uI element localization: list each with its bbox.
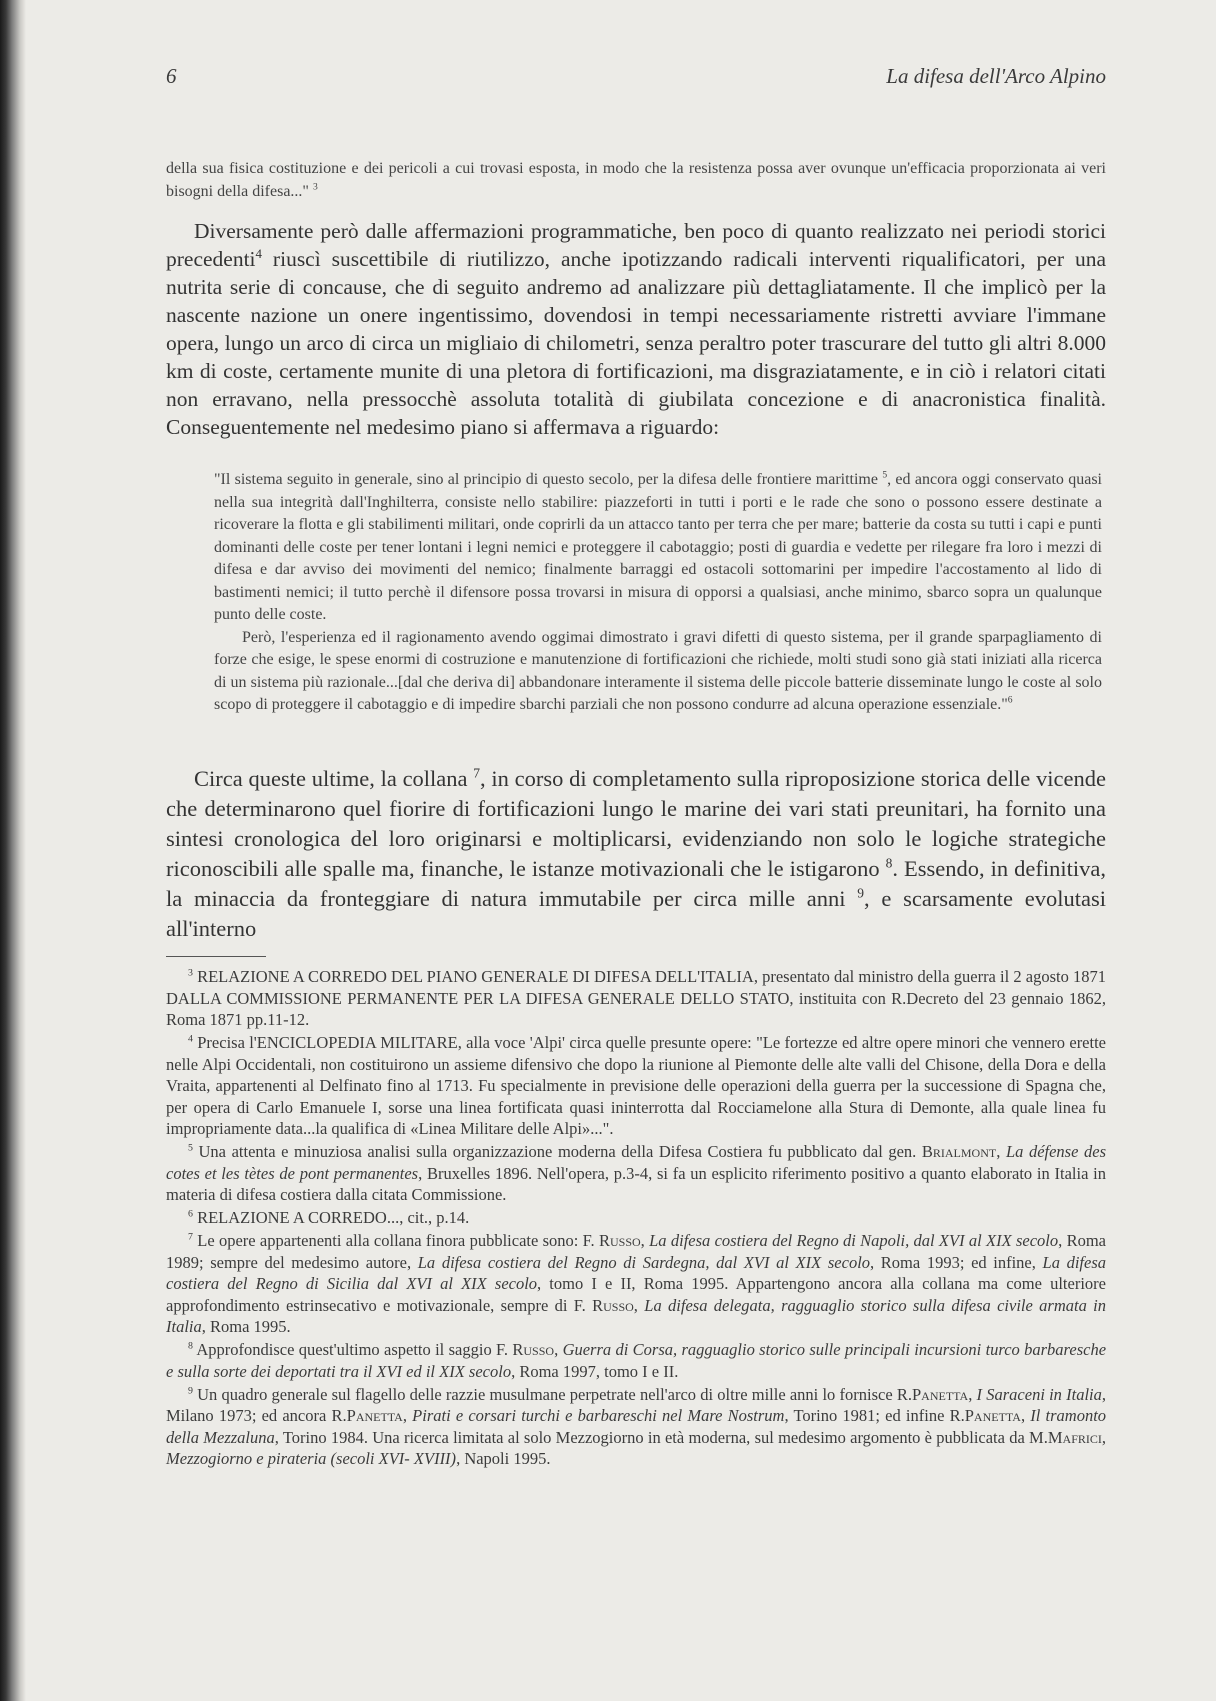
quote-paragraph: della sua fisica costituzione e dei pericoli a cui trovasi esposta, in modo che la resistenza possa aver ovunque un'efficacia proporzionata ai veri bisogni della difesa..." $^3$ [166,160,1106,200]
footnotes [166,966,1106,1471]
footnote-ref: 6 [1007,694,1013,706]
paragraph: Diversamente però dalle affermazioni programmatiche, ben poco di quanto realizzato nei periodi storici precedenti$^4$ riuscì suscettibile di riutilizzo, anche ipotizzando radicali interventi riqualificatori, per una nutrita serie di concause, che di seguito andremo ad analizzare più dettagliatamente. Il che implicò per la nascente nazione un onere ingentissimo, dovendosi in tempi necessariamente ristretti avviare l'immane opera, lungo un arco di circa un migliaio di chilometri, senza peraltro poter trascurare del tutto gli altri 8.000 km di coste, certamente munite di una pletora di fortificazioni, ma disgraziatamente, e in ciò i relatori citati non erravano, nella pressocchè assoluta totalità di giubilata concezione e di anacronistica finalità. Conseguentemente nel medesimo piano si affermava a riguardo: [166,219,1106,439]
footnote-ref: 3 [312,181,318,193]
block-quote-2 [214,469,1102,717]
running-header [166,64,1106,94]
body-paragraph-2 [166,764,1106,944]
footnote-ref: 8 [885,855,893,871]
paragraph: Circa queste ultime, la collana $^7$, in corso di completamento sulla riproposizione storica delle vicende che determinarono quel fiorire di fortificazioni lungo le marine dei vari stati preunitari, ha fornito una sintesi cronologica del loro originarsi e moltiplicarsi, evidenziando non solo le logiche strategiche riconoscibili alle spalle ma, finanche, le istanze motivazionali che le istigarono $^8$. Essendo, in definitiva, la minaccia da fronteggiare di natura immutabile per circa mille anni $^9$, e scarsamente evolutasi all'interno [166,765,1106,941]
footnote-ref: 5 [882,469,888,481]
footnote-ref: 7 [473,765,481,781]
footnote-6: $^6$ RELAZIONE A CORREDO..., cit., p.14. [188,1208,470,1227]
footnote-5: $^5$ Una attenta e minuziosa analisi sulla organizzazione moderna della Difesa Costiera fu pubblicato dal gen. Brialmont, La défense des cotes et les tètes de pont permanentes, Bruxelles 1896. Nell'opera, p.3-4, si fa un esplicito riferimento positivo a quanto elaborato in Italia in materia di difesa costiera dalla citata Commissione. [166,1142,1106,1204]
footnote-8: $^8$ Approfondisce quest'ultimo aspetto il saggio F. Russo, Guerra di Corsa, ragguaglio storico sulle principali incursioni turco barbaresche e sulla sorte dei deportati tra il XVI ed il XIX secolo, Roma 1997, tomo I e II. [166,1340,1107,1381]
footnote-7: $^7$ Le opere appartenenti alla collana finora pubblicate sono: F. Russo, La difesa costiera del Regno di Napoli, dal XVI al XIX secolo, Roma 1989; sempre del medesimo autore, La difesa costiera del Regno di Sardegna, dal XVI al XIX secolo, Roma 1993; ed infine, La difesa costiera del Regno di Sicilia dal XVI al XIX secolo, tomo I e II, Roma 1995. Appartengono ancora alla collana ma come ulteriore approfondimento estrinsecativo e motivazionale, sempre di F. Russo, La difesa delegata, ragguaglio storico sulla difesa civile armata in Italia, Roma 1995. [166,1231,1107,1336]
footnote-4: $^4$ Precisa l'ENCICLOPEDIA MILITARE, alla voce 'Alpi' circa quelle presunte opere: "Le fortezze ed altre opere minori che vennero erette nelle Alpi Occidentali, non costituirono un assieme difensivo che dopo la riunione al Piemonte delle alte valli del Chisone, della Dora e della Vraita, appartenenti al Delfinato fino al 1713. Fu specialmente in previsione delle operazioni della guerra per la successione di Spagna che, per opera di Carlo Emanuele I, sorse una linea fortificata quasi ininterrotta dal Rocciamelone alla Stura di Demonte, alla quale linea fu impropriamente data...la qualifica di «Linea Militare delle Alpi»...". [166,1033,1106,1138]
footnote-ref: 4 [255,246,262,261]
footnote-ref: 9 [857,885,865,901]
footnote-3: $^3$ RELAZIONE A CORREDO DEL PIANO GENERALE DI DIFESA DELL'ITALIA, presentato dal ministro della guerra il 2 agosto 1871 DALLA COMMISSIONE PERMANENTE PER LA DIFESA GENERALE DELLO STATO, instituita con R.Decreto del 23 gennaio 1862, Roma 1871 pp.11-12. [166,967,1106,1029]
footnote-separator [166,956,266,957]
quote-paragraph: Però, l'esperienza ed il ragionamento avendo oggimai dimostrato i gravi difetti di questo sistema, per il grande sparpagliamento di forze che esige, le spese enormi di costruzione e manutenzione di fortificazioni che richiede, molti studi sono già stati iniziati alla ricerca di un sistema più razionale...[dal che deriva di] abbandonare interamente il sistema delle piccole batterie disseminate lungo le coste al solo scopo di proteggere il cabotaggio e di impedire sbarchi parziali che non possono condurre ad alcuna operazione essenziale."$^6$ [214,628,1102,713]
quote-paragraph: "Il sistema seguito in generale, sino al principio di questo secolo, per la difesa delle frontiere marittime $^5$, ed ancora oggi conservato quasi nella sua integrità dall'Inghilterra, consiste nello stabilire: piazzeforti in tutti i porti e le rade che sono o possono essere destinate a ricoverare la flotta e gli stabilimenti militari, onde coprirli da un attacco tanto per terra che per mare; batterie da costa su tutti i capi e punti dominanti delle coste per tener lontani i legni nemici e proteggere il cabotaggio; posti di guardia e vedette per rilegare fra loro i mezzi di difesa e dar avviso dei movimenti del nemico; finalmente barraggi ed ostacoli sottomarini per impedire l'accostamento al lido di bastimenti nemici; il tutto perchè il difensore possa trovarsi in misura di opporsi a qualsiasi, anche minimo, sbarco sopra un qualunque punto delle coste. [214,469,1102,623]
body-paragraph-1 [166,217,1106,441]
page-number: 6 [166,64,177,88]
footnote-9: $^9$ Un quadro generale sul flagello delle razzie musulmane perpetrate nell'arco di oltre mille anni lo fornisce R.Panetta, I Saraceni in Italia, Milano 1973; ed ancora R.Panetta, Pirati e corsari turchi e barbareschi nel Mare Nostrum, Torino 1981; ed infine R.Panetta, Il tramonto della Mezzaluna, Torino 1984. Una ricerca limitata al solo Mezzogiorno in età moderna, sul medesimo argomento è pubblicata da M.Mafrici, Mezzogiorno e pirateria (secoli XVI- XVIII), Napoli 1995. [166,1384,1107,1468]
running-title: La difesa dell'Arco Alpino [886,64,1106,88]
block-quote-1 [166,158,1106,203]
